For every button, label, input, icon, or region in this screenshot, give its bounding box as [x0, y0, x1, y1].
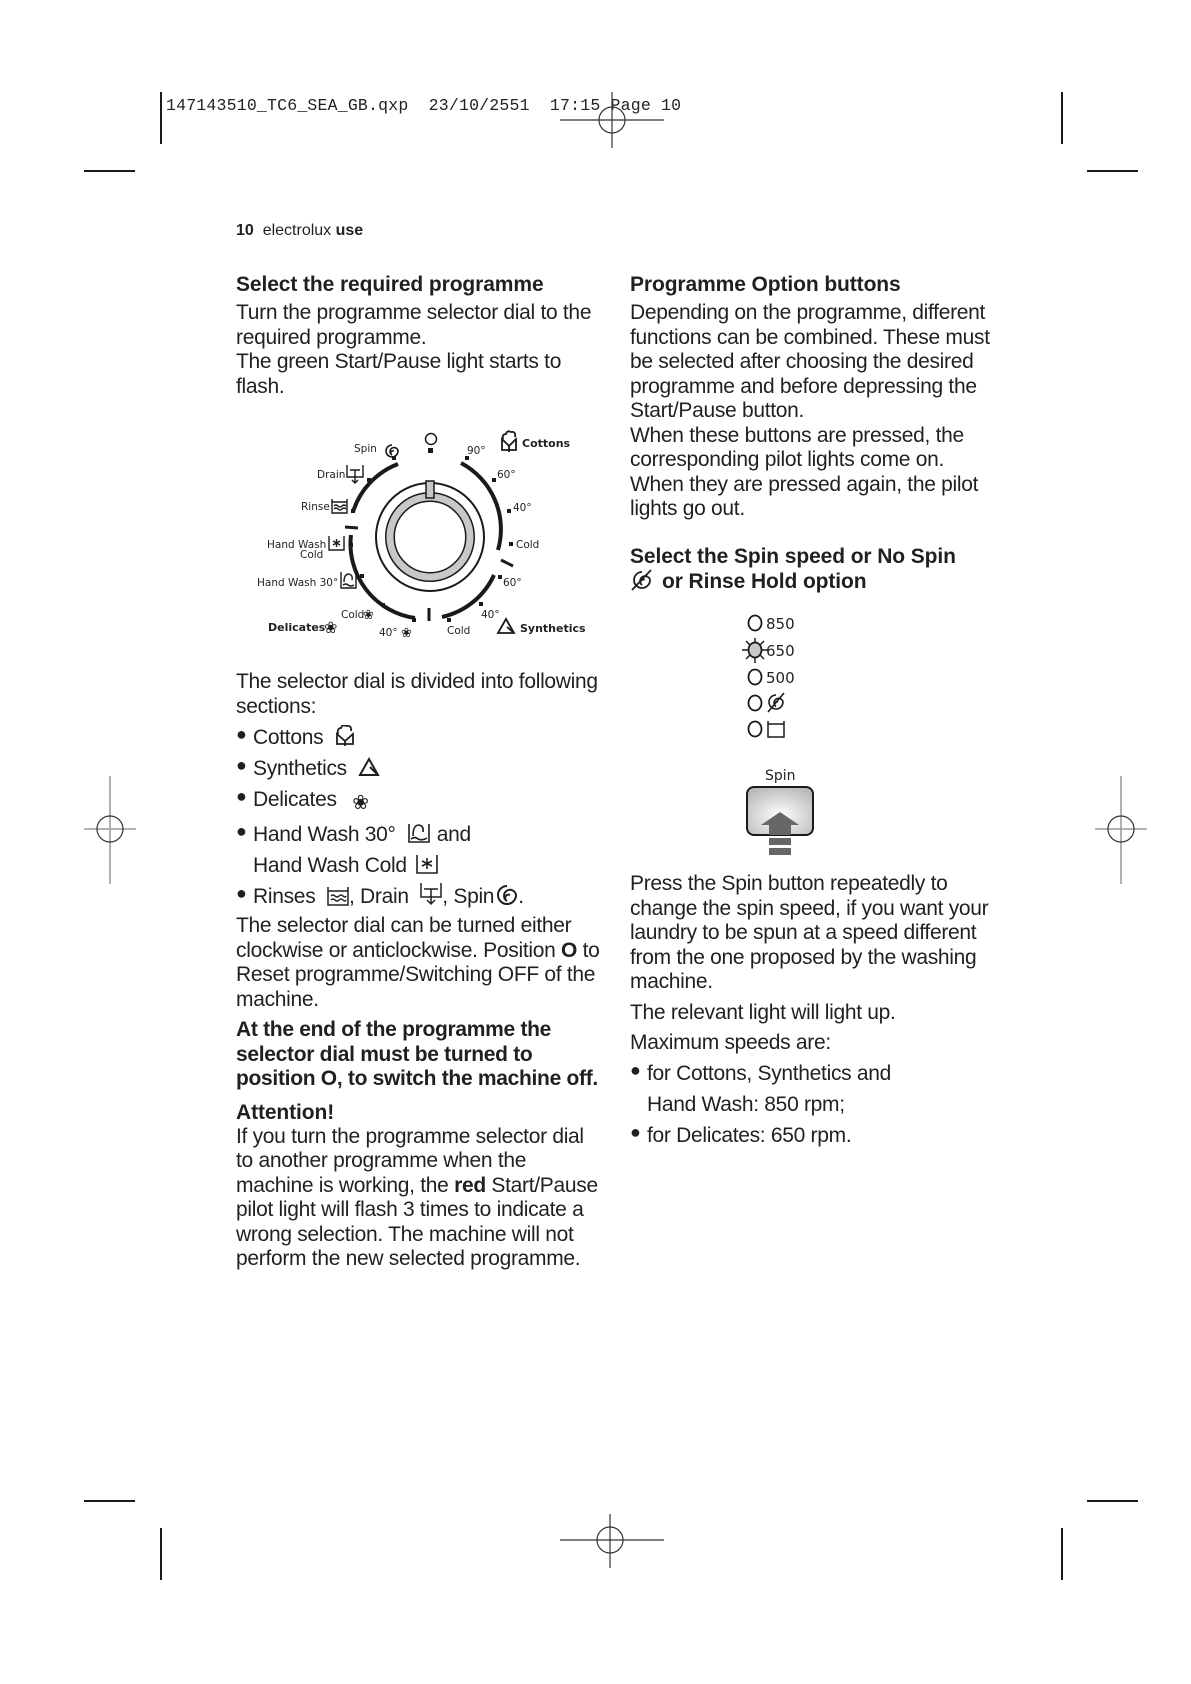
- crop-mark-top-right-vertical: [1061, 92, 1063, 144]
- crop-mark-bottom-left-vertical: [160, 1528, 162, 1580]
- cottons-icon: [335, 725, 355, 747]
- crop-mark-bottom-right-horizontal: [1087, 1500, 1138, 1502]
- registration-mark-right: [1095, 776, 1147, 884]
- dial-label-delicates: Delicates: [268, 621, 326, 634]
- dial-label-rinse: Rinse: [301, 501, 330, 513]
- text-run: to Reset programme/Switching OFF of the machine.: [236, 938, 600, 1011]
- sections-intro: The selector dial is divided into following sections:: [236, 670, 598, 718]
- option-paragraph-1: Depending on the programme, different functions can be combined. These must be selected after choosing the desired programme and before depressing the Start/Pause button.: [630, 301, 990, 422]
- text-run: The selector dial can be turned either clockwise or anticlockwise. Position: [236, 914, 572, 962]
- crop-mark-bottom-left-horizontal: [84, 1500, 135, 1502]
- option-paragraph-3: When they are pressed again, the pilot lights go out.: [630, 472, 979, 520]
- section-label-and: and: [436, 823, 471, 846]
- indicator-light-off: [749, 616, 762, 631]
- press-spin-paragraph: Press the Spin button repeatedly to change the spin speed, if you want your laundry to be spun at a speed different from the one proposed by the washing machine.: [630, 872, 989, 993]
- crop-mark-top-right-horizontal: [1087, 170, 1138, 172]
- handwash-cold-icon: [329, 536, 344, 550]
- dial-temp-cottons-60: 60°: [497, 469, 516, 481]
- bullet-dot: ●: [630, 1121, 641, 1142]
- speed-label-850: 850: [766, 615, 795, 633]
- max-speed-text-1a: for Cottons, Synthetics and: [647, 1061, 892, 1085]
- section-label-drain: Drain: [360, 885, 409, 908]
- section-item-synthetics: [236, 753, 606, 784]
- crop-mark-top-left-vertical: [160, 92, 162, 144]
- max-speed-item-1: [630, 1058, 1005, 1089]
- speed-label-500: 500: [766, 669, 795, 687]
- slug-date: 23/10/2551: [428, 96, 530, 115]
- dial-divider-handwash-rinse: [345, 527, 358, 528]
- right-column-bottom: [630, 872, 1005, 1151]
- indicator-light-off: [749, 722, 762, 737]
- spin-speed-indicator-650: [742, 638, 795, 663]
- section-label-rinses: Rinses: [253, 885, 316, 908]
- section-label-spin: Spin: [453, 885, 495, 908]
- slug-filename: 147143510_TC6_SEA_GB.qxp: [166, 96, 409, 115]
- turn-dial-paragraph: [236, 914, 606, 1012]
- dial-temp-delicates-40: 40°: [379, 627, 398, 639]
- section-item-cottons: [236, 722, 606, 753]
- delicates-icon: ❀: [352, 792, 369, 814]
- max-speed-item-1-cont: Hand Wash: 850 rpm;: [647, 1092, 845, 1116]
- select-programme-heading: Select the required programme: [236, 273, 544, 296]
- section-item-handwash-cold: [236, 850, 606, 881]
- text-run: If you turn the programme selector dial to another programme when the machine is working, the: [236, 1124, 584, 1197]
- rinse-icon: [327, 886, 349, 906]
- bullet-dot: ●: [236, 883, 247, 903]
- indicator-light-off: [749, 670, 762, 685]
- intro-paragraph-1: Turn the programme selector dial to the required programme.: [236, 301, 592, 349]
- no-spin-icon: [630, 569, 654, 591]
- dial-pointer: [426, 481, 434, 498]
- dial-temp-synthetics-40: 40°: [481, 609, 500, 621]
- bullet-dot: ●: [236, 821, 247, 841]
- slug-page: Page 10: [610, 96, 682, 115]
- dial-label-handwash-cold-1: Hand Wash: [267, 539, 327, 551]
- dial-label-handwash-cold-2: Cold: [300, 549, 324, 561]
- section-item-delicates: [236, 784, 606, 819]
- running-header: [236, 222, 363, 240]
- dial-temp-synthetics-60: 60°: [503, 577, 522, 589]
- dial-label-handwash-30: Hand Wash 30°: [257, 577, 339, 589]
- max-speed-item-2: [630, 1120, 1005, 1151]
- text-run: Start/Pause pilot light will flash 3 times to indicate a wrong selection. The machine will not perform the new selected programme.: [236, 1173, 598, 1270]
- slug-time: 17:15: [549, 96, 601, 115]
- section-label-handwash-30: Hand Wash 30°: [253, 823, 396, 846]
- delicates-flower-icon-1: ❀: [363, 608, 374, 623]
- relevant-light-paragraph: The relevant light will light up.: [630, 1000, 896, 1024]
- dial-label-drain: Drain: [317, 469, 346, 481]
- bullet-dot: ●: [630, 1059, 641, 1080]
- section-item-handwash: [236, 819, 606, 850]
- page-number: 10: [236, 222, 254, 239]
- left-column-top: [236, 272, 606, 399]
- cottons-icon: [502, 431, 516, 452]
- rinse-hold-icon: [768, 721, 784, 737]
- synthetics-icon: [498, 619, 514, 633]
- handwash-cold-icon: [415, 853, 439, 875]
- delicates-flower-icon-2: ❀: [401, 626, 412, 641]
- section-label-synthetics: Synthetics: [253, 757, 347, 780]
- spin-control-panel: [740, 605, 840, 865]
- max-speeds-paragraph: Maximum speeds are:: [630, 1031, 831, 1054]
- no-spin-icon: [768, 693, 784, 712]
- red-bold: red: [454, 1173, 486, 1197]
- rinse-icon: [332, 499, 347, 513]
- bullet-dot: ●: [236, 786, 247, 806]
- drain-icon: [347, 465, 363, 483]
- option-paragraph-2: When these buttons are pressed, the corresponding pilot lights come on.: [630, 423, 964, 471]
- dial-label-spin: Spin: [354, 443, 377, 455]
- spin-speed-indicator-500: [749, 669, 795, 687]
- drain-icon: [420, 882, 442, 906]
- spin-button[interactable]: [747, 787, 813, 855]
- spin-button-label: Spin: [765, 768, 796, 784]
- crop-mark-bottom-right-vertical: [1061, 1528, 1063, 1580]
- registration-mark-left: [84, 776, 136, 884]
- crop-mark-top-left-horizontal: [84, 170, 135, 172]
- spin-speed-indicator-850: [749, 615, 795, 633]
- registration-mark-bottom: [560, 1514, 664, 1568]
- section-label-cottons: Cottons: [253, 726, 324, 749]
- off-position-icon: [426, 434, 437, 445]
- programme-option-heading: Programme Option buttons: [630, 273, 901, 296]
- spin-speed-heading: [630, 544, 1005, 594]
- bullet-dot: ●: [236, 724, 247, 744]
- spin-icon: [386, 445, 398, 457]
- position-o-bold: O: [561, 938, 578, 962]
- dial-divider-cold-synthetics: [501, 560, 513, 566]
- handwash-30-icon: [341, 572, 356, 588]
- spin-icon: [496, 884, 518, 906]
- punctuation: ,: [442, 885, 448, 908]
- section-item-rinse-drain-spin: [236, 881, 606, 912]
- section-label-handwash-cold: Hand Wash Cold: [253, 854, 407, 877]
- spin-heading-line-1: Select the Spin speed or No Spin: [630, 544, 956, 568]
- bullet-dot: ●: [236, 755, 247, 775]
- rinse-hold-indicator: [749, 721, 785, 737]
- right-column-top: [630, 272, 1005, 594]
- dial-label-synthetics: Synthetics: [520, 622, 586, 635]
- dial-temp-cottons-cold: Cold: [516, 539, 540, 551]
- dial-temp-cottons-40: 40°: [513, 502, 532, 514]
- programme-selector-dial: [245, 420, 605, 660]
- end-of-programme-warning: At the end of the programme the selector dial must be turned to position O, to switch the machine off.: [236, 1018, 598, 1090]
- spin-heading-line-2: or Rinse Hold option: [662, 569, 867, 593]
- attention-paragraph: [236, 1125, 606, 1272]
- max-speed-text-2: for Delicates: 650 rpm.: [647, 1123, 852, 1147]
- punctuation: ,: [348, 885, 355, 908]
- delicates-icon: ❀: [324, 618, 338, 637]
- registration-mark-top: [560, 92, 664, 148]
- handwash-30-icon: [407, 822, 431, 844]
- dial-temp-synthetics-cold: Cold: [447, 625, 471, 637]
- punctuation: .: [518, 885, 524, 908]
- section-name: use: [335, 222, 364, 239]
- speed-label-650: 650: [766, 642, 795, 660]
- synthetics-icon: [358, 756, 382, 778]
- indicator-light-off: [749, 696, 762, 711]
- dial-temp-cottons-90: 90°: [467, 445, 486, 457]
- left-column-bottom: [236, 670, 606, 1272]
- indicator-light-on: [749, 643, 762, 658]
- brand-name: electrolux: [262, 222, 332, 239]
- dial-temp-delicates-cold: Cold: [341, 609, 365, 621]
- intro-paragraph-2: The green Start/Pause light starts to flash.: [236, 350, 562, 398]
- section-label-delicates: Delicates: [253, 788, 337, 811]
- no-spin-indicator: [749, 693, 785, 712]
- attention-heading: Attention!: [236, 1100, 335, 1124]
- dial-label-cottons: Cottons: [522, 437, 571, 450]
